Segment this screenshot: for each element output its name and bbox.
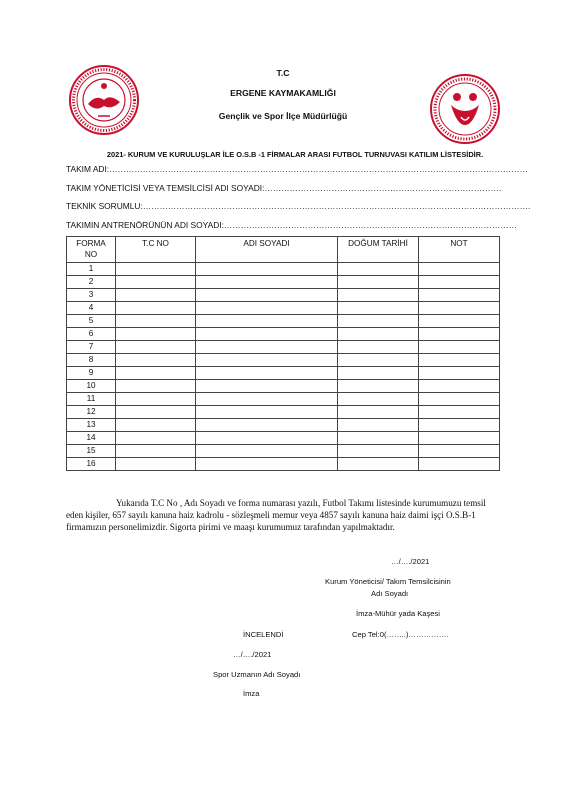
table-row: [67, 315, 500, 328]
signature-phone: Cep Tel:0(……..)…………….: [352, 630, 449, 639]
field-coach: TAKIMIN ANTRENÖRÜNÜN ADI SOYADI:……………………………………………………………………………………………: [66, 220, 518, 230]
declaration-text: Yukarıda T.C No , Adı Soyadı ve forma numarası yazılı, Futbol Takımı listesinde kurumumuzu temsil eden kişiler, 657 sayılı kanuna haiz kadrolu - sözleşmeli memur veya 4857 sayılı kanuna haiz daimi işçi O.S.B-1 firmamızın personelimizdir. Sigorta pirimi ve maaşı kurumumuz tarafından yapılmaktadır.: [66, 498, 486, 532]
table-row: [67, 393, 500, 406]
col-header-note: NOT: [419, 237, 500, 263]
table-row: [67, 328, 500, 341]
participants-table: [66, 236, 500, 471]
table-row: [67, 419, 500, 432]
row-number: 11: [67, 393, 116, 406]
reviewed-label: İNCELENDİ: [243, 630, 284, 639]
col-header-name: ADI SOYADI: [196, 237, 338, 263]
specialist-sign: İmza: [243, 689, 260, 698]
row-number: 8: [67, 354, 116, 367]
table-row: [67, 289, 500, 302]
signature-name: Adı Soyadı: [371, 589, 409, 598]
row-number: 4: [67, 302, 116, 315]
row-number: 10: [67, 380, 116, 393]
table-row: [67, 367, 500, 380]
form-title: 2021- KURUM VE KURULUŞLAR İLE O.S.B -1 FİRMALAR ARASI FUTBOL TURNUVASI KATILIM LİSTESİDİR.: [106, 150, 484, 159]
reviewed-date: …/…./2021: [233, 650, 272, 659]
table-row: [67, 406, 500, 419]
row-number: 2: [67, 276, 116, 289]
table-row: [67, 341, 500, 354]
row-number: 1: [67, 263, 116, 276]
header-office: ERGENE KAYMAKAMLIĞI: [230, 88, 336, 98]
row-number: 14: [67, 432, 116, 445]
table-row: [67, 302, 500, 315]
col-header-tc-no: T.C NO: [116, 237, 196, 263]
signature-seal: İmza-Mühür yada Kaşesi: [356, 609, 440, 618]
row-number: 12: [67, 406, 116, 419]
table-row: [67, 445, 500, 458]
header-directorate: Gençlik ve Spor İlçe Müdürlüğü: [218, 111, 348, 121]
row-number: 5: [67, 315, 116, 328]
signature-role: Kurum Yöneticisi/ Takım Temsilcisinin: [325, 577, 451, 586]
row-number: 3: [67, 289, 116, 302]
table-row: [67, 432, 500, 445]
field-team-name: TAKIM ADI:……………………………………………………………………………………………………………………………………: [66, 164, 528, 174]
declaration-paragraph: [66, 497, 498, 533]
table-row: [67, 380, 500, 393]
specialist-name: Spor Uzmanın Adı Soyadı: [213, 670, 301, 679]
row-number: 9: [67, 367, 116, 380]
table-row: [67, 276, 500, 289]
col-header-birth-date: DOĞUM TARİHİ: [338, 237, 419, 263]
row-number: 15: [67, 445, 116, 458]
row-number: 6: [67, 328, 116, 341]
signature-date: …/…./2021: [391, 557, 430, 566]
header-tc: T.C: [276, 68, 290, 78]
table-row: [67, 263, 500, 276]
row-number: 16: [67, 458, 116, 471]
gsb-emblem-icon: [429, 73, 501, 145]
field-technical: TEKNİK SORUMLU:………………………………………………………………………………………………………………………….: [66, 201, 531, 211]
table-row: [67, 354, 500, 367]
col-header-forma-no: FORMA NO: [67, 237, 116, 263]
field-team-manager: TAKIM YÖNETİCİSİ VEYA TEMSİLCİSİ ADI SOYADI:………………………………………………………………………….: [66, 183, 502, 193]
table-row: [67, 458, 500, 471]
row-number: 13: [67, 419, 116, 432]
row-number: 7: [67, 341, 116, 354]
